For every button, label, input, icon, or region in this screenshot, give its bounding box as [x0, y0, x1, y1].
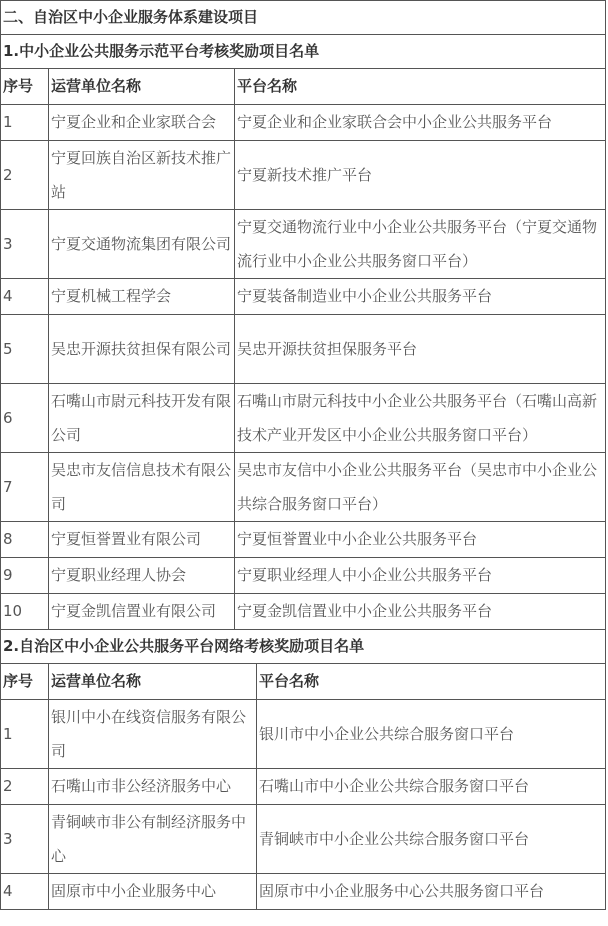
- table-row: [1, 769, 606, 805]
- header-operator: 运营单位名称: [49, 664, 257, 700]
- row-operator: [49, 105, 235, 141]
- row-operator-text: 银川中小在线资信服务有限公司: [51, 708, 247, 760]
- table-row: [1, 315, 606, 384]
- row-operator-text: 固原市中小企业服务中心: [51, 882, 217, 900]
- row-platform-text: 宁夏金凯信置业中小企业公共服务平台: [237, 602, 493, 620]
- row-serial: [1, 279, 49, 315]
- table-row: [1, 279, 606, 315]
- row-platform: [235, 210, 606, 279]
- row-operator: [49, 141, 235, 210]
- row-operator: [49, 558, 235, 594]
- row-operator: [49, 594, 235, 630]
- row-platform-text: 吴忠市友信中小企业公共服务平台（吴忠市中小企业公共综合服务窗口平台）: [237, 461, 598, 513]
- row-platform-text: 固原市中小企业服务中心公共服务窗口平台: [259, 882, 545, 900]
- row-operator: [49, 522, 235, 558]
- row-serial-text: 4: [3, 882, 13, 900]
- table2-header-row: [1, 664, 606, 700]
- table2-title-row: [1, 630, 606, 664]
- header-serial: 序号: [1, 664, 49, 700]
- row-platform-text: 宁夏恒誉置业中小企业公共服务平台: [237, 530, 478, 548]
- table-row: [1, 141, 606, 210]
- section-heading-row: [1, 1, 606, 35]
- header-platform: 平台名称: [235, 69, 606, 105]
- table-row: [1, 384, 606, 453]
- row-operator-text: 吴忠市友信信息技术有限公司: [51, 461, 232, 513]
- table-row: [1, 805, 606, 874]
- row-platform: [235, 522, 606, 558]
- row-operator-text: 宁夏金凯信置业有限公司: [51, 602, 217, 620]
- row-serial: [1, 453, 49, 522]
- row-serial-text: 8: [3, 530, 13, 548]
- row-platform: [235, 105, 606, 141]
- row-operator: [49, 769, 257, 805]
- row-platform: [257, 769, 606, 805]
- row-operator-text: 宁夏企业和企业家联合会: [51, 113, 217, 131]
- row-serial-text: 5: [3, 340, 13, 358]
- table-row: [1, 594, 606, 630]
- row-platform: [257, 805, 606, 874]
- table-row: [1, 210, 606, 279]
- row-platform-text: 宁夏职业经理人中小企业公共服务平台: [237, 566, 493, 584]
- row-platform-text: 宁夏新技术推广平台: [237, 166, 373, 184]
- row-serial: [1, 769, 49, 805]
- table-row: [1, 105, 606, 141]
- row-platform-text: 石嘴山市尉元科技中小企业公共服务平台（石嘴山高新技术产业开发区中小企业公共服务窗口平台）: [237, 392, 598, 444]
- row-platform: [235, 594, 606, 630]
- row-platform: [257, 700, 606, 769]
- row-serial-text: 1: [3, 113, 13, 131]
- row-serial-text: 2: [3, 166, 13, 184]
- row-serial-text: 10: [3, 602, 23, 620]
- row-platform: [235, 384, 606, 453]
- row-operator-text: 石嘴山市尉元科技开发有限公司: [51, 392, 232, 444]
- table2-title: 2.自治区中小企业公共服务平台网络考核奖励项目名单: [1, 630, 606, 664]
- row-operator-text: 青铜峡市非公有制经济服务中心: [51, 813, 247, 865]
- row-operator: [49, 315, 235, 384]
- row-platform: [235, 453, 606, 522]
- row-serial-text: 7: [3, 478, 13, 496]
- row-serial: [1, 141, 49, 210]
- header-platform: 平台名称: [257, 664, 606, 700]
- row-serial-text: 9: [3, 566, 13, 584]
- section-title: 二、自治区中小企业服务体系建设项目: [1, 1, 606, 35]
- table-network-platforms: [0, 629, 606, 910]
- row-platform: [235, 279, 606, 315]
- row-serial-text: 2: [3, 777, 13, 795]
- row-platform: [257, 874, 606, 910]
- row-serial: [1, 805, 49, 874]
- row-platform-text: 银川市中小企业公共综合服务窗口平台: [259, 725, 515, 743]
- row-operator: [49, 210, 235, 279]
- row-operator: [49, 384, 235, 453]
- row-serial: [1, 522, 49, 558]
- row-serial: [1, 874, 49, 910]
- row-serial: [1, 700, 49, 769]
- table-row: [1, 700, 606, 769]
- row-serial-text: 3: [3, 235, 13, 253]
- table1-header-row: [1, 69, 606, 105]
- row-operator: [49, 279, 235, 315]
- row-serial: [1, 315, 49, 384]
- row-serial-text: 3: [3, 830, 13, 848]
- row-operator-text: 石嘴山市非公经济服务中心: [51, 777, 232, 795]
- row-serial: [1, 210, 49, 279]
- row-operator-text: 宁夏回族自治区新技术推广站: [51, 149, 232, 201]
- header-serial: 序号: [1, 69, 49, 105]
- row-platform-text: 石嘴山市中小企业公共综合服务窗口平台: [259, 777, 530, 795]
- row-serial: [1, 105, 49, 141]
- row-operator: [49, 700, 257, 769]
- row-serial: [1, 384, 49, 453]
- row-platform: [235, 558, 606, 594]
- row-serial-text: 1: [3, 725, 13, 743]
- row-operator-text: 宁夏职业经理人协会: [51, 566, 187, 584]
- row-platform-text: 吴忠开源扶贫担保服务平台: [237, 340, 418, 358]
- table-row: [1, 874, 606, 910]
- row-platform-text: 宁夏交通物流行业中小企业公共服务平台（宁夏交通物流行业中小企业公共服务窗口平台）: [237, 218, 598, 270]
- row-platform: [235, 315, 606, 384]
- table-row: [1, 453, 606, 522]
- row-serial: [1, 594, 49, 630]
- row-platform-text: 宁夏装备制造业中小企业公共服务平台: [237, 287, 493, 305]
- row-platform: [235, 141, 606, 210]
- table-row: [1, 522, 606, 558]
- row-serial: [1, 558, 49, 594]
- row-platform-text: 宁夏企业和企业家联合会中小企业公共服务平台: [237, 113, 553, 131]
- table1-title-row: [1, 35, 606, 69]
- row-platform-text: 青铜峡市中小企业公共综合服务窗口平台: [259, 830, 530, 848]
- row-operator-text: 宁夏恒誉置业有限公司: [51, 530, 202, 548]
- row-serial-text: 6: [3, 409, 13, 427]
- table1-title: 1.中小企业公共服务示范平台考核奖励项目名单: [1, 35, 606, 69]
- table-row: [1, 558, 606, 594]
- header-operator: 运营单位名称: [49, 69, 235, 105]
- row-operator: [49, 453, 235, 522]
- row-operator: [49, 805, 257, 874]
- row-operator-text: 宁夏机械工程学会: [51, 287, 172, 305]
- row-operator: [49, 874, 257, 910]
- row-operator-text: 宁夏交通物流集团有限公司: [51, 235, 232, 253]
- row-serial-text: 4: [3, 287, 13, 305]
- row-operator-text: 吴忠开源扶贫担保有限公司: [51, 340, 232, 358]
